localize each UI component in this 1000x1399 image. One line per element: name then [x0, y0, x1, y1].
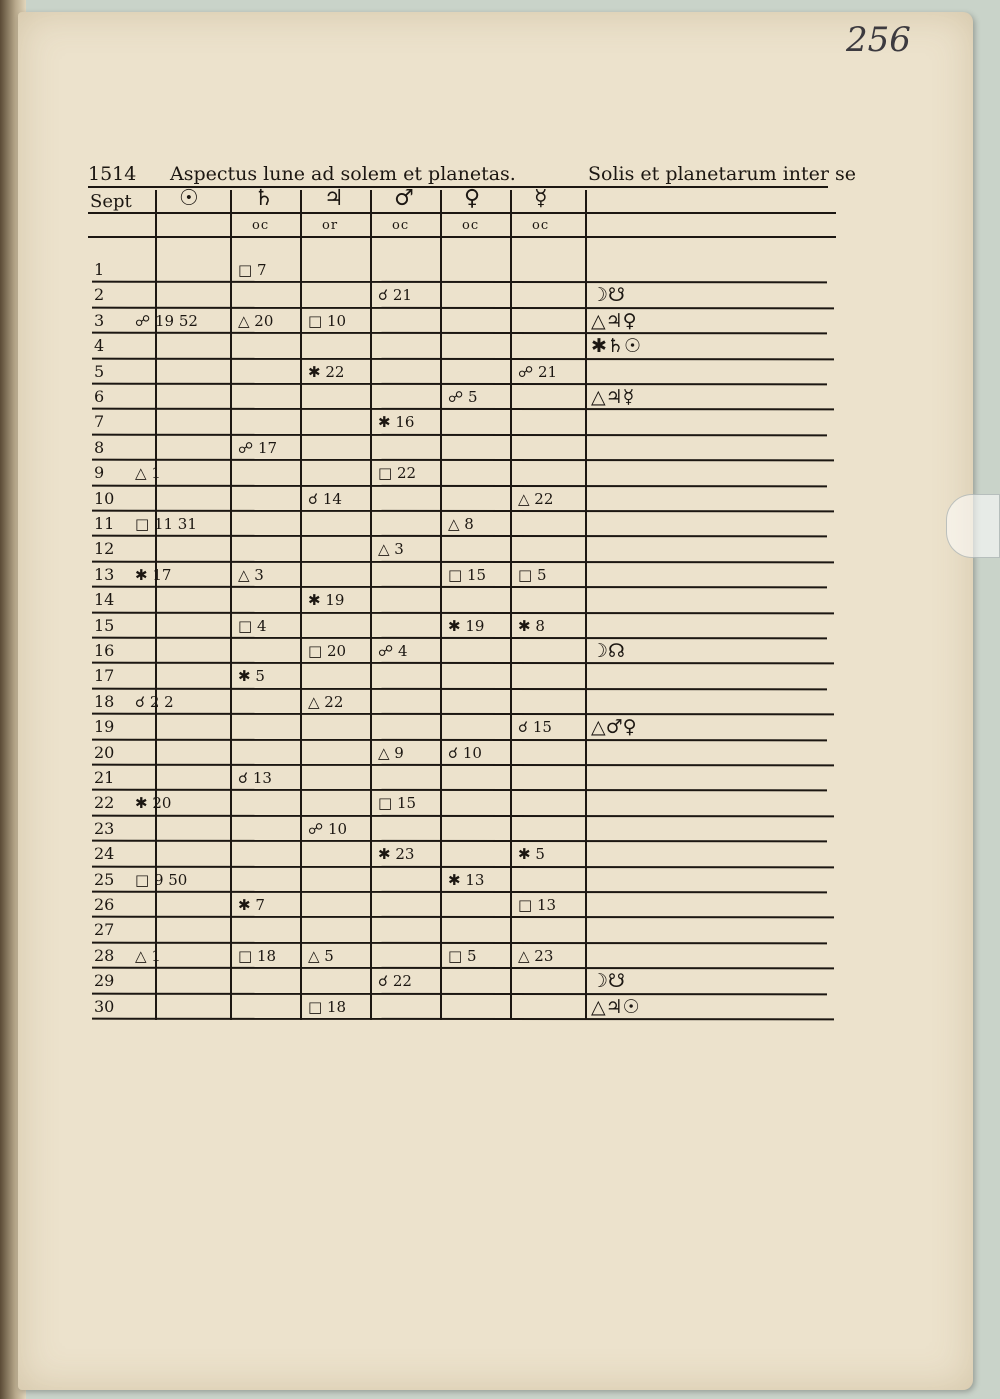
aspect-cell: △ 8 [448, 515, 474, 533]
column-divider [585, 190, 587, 1020]
day-number: 14 [94, 590, 115, 610]
inter-aspect-cell: △♃☿ [591, 386, 635, 408]
aspect-cell: ☌ 14 [308, 489, 342, 508]
aspect-cell: ☌ 10 [448, 743, 482, 762]
row-rule [92, 941, 827, 944]
aspect-cell: △ 1 [135, 464, 161, 483]
aspect-cell: △ 23 [518, 946, 554, 965]
aspect-cell: □ 18 [308, 997, 347, 1016]
aspect-cell: △ 3 [378, 540, 404, 559]
day-number: 19 [94, 717, 115, 737]
inter-aspect-cell: △♃☉ [591, 995, 640, 1018]
day-number: 2 [94, 285, 105, 305]
day-number: 16 [94, 641, 115, 660]
header-left-title: Aspectus lune ad solem et planetas. [170, 163, 516, 185]
aspect-cell: ✱ 7 [238, 896, 265, 914]
aspect-cell: △ 20 [238, 311, 274, 330]
aspect-cell: ✱ 8 [518, 616, 545, 635]
aspect-cell: ☍ 10 [308, 819, 348, 838]
day-number: 13 [94, 564, 115, 584]
row-rule [92, 357, 834, 360]
day-number: 5 [94, 361, 105, 381]
column-planet-symbol: ♀ [464, 186, 481, 211]
column-planet-symbol: ♄ [254, 186, 274, 211]
aspect-cell: □ 9 50 [135, 870, 188, 889]
aspect-cell: □ 18 [238, 946, 277, 965]
day-number: 23 [94, 818, 115, 838]
aspect-cell: ☌ 13 [238, 769, 272, 787]
day-number: 7 [94, 412, 105, 432]
aspect-cell: △ 3 [238, 565, 264, 584]
header-year: 1514 [88, 163, 137, 185]
column-divider [510, 190, 512, 1020]
column-subheading: or [322, 218, 339, 233]
column-subheading: oc [252, 218, 270, 233]
aspect-cell: △ 22 [518, 489, 554, 508]
row-rule [92, 306, 834, 309]
header-rule [88, 186, 828, 188]
day-number: 6 [94, 387, 105, 406]
aspect-cell: ✱ 5 [518, 845, 545, 864]
row-rule [92, 433, 827, 436]
column-divider [370, 190, 372, 1020]
day-number: 21 [94, 768, 115, 787]
inter-aspect-cell: ☽☊ [591, 640, 625, 662]
aspect-cell: □ 4 [238, 616, 267, 635]
column-planet-symbol: ♃ [324, 186, 344, 211]
aspect-cell: □ 10 [308, 311, 347, 330]
row-rule [92, 560, 834, 563]
day-number: 1 [94, 260, 105, 279]
page-tab-clip [946, 494, 1000, 558]
aspect-cell: ☍ 21 [518, 362, 558, 381]
aspect-cell: □ 15 [448, 565, 487, 584]
aspect-cell: □ 20 [308, 642, 347, 660]
aspect-cell: □ 15 [378, 794, 417, 813]
column-subheading: oc [532, 218, 550, 233]
aspect-cell: ✱ 19 [308, 591, 345, 610]
row-rule [92, 687, 827, 690]
column-planet-symbol: ☉ [179, 186, 199, 211]
aspect-cell: ☌ 15 [518, 718, 552, 737]
day-number: 29 [94, 971, 115, 991]
column-subheading: oc [392, 218, 410, 233]
aspect-cell: ✱ 20 [135, 794, 172, 813]
inter-aspect-cell: ☽☋ [591, 970, 625, 993]
aspect-cell: ☍ 17 [238, 438, 278, 457]
column-subheading: oc [462, 218, 480, 233]
aspect-cell: ✱ 19 [448, 616, 485, 635]
aspect-cell: ☍ 4 [378, 642, 408, 660]
column-planet-symbol: ♂ [394, 186, 414, 211]
aspect-cell: ✱ 17 [135, 565, 172, 584]
row-rule [92, 814, 834, 817]
inter-aspect-cell: △♃♀ [591, 309, 637, 332]
aspect-cell: □ 7 [238, 261, 267, 279]
aspect-cell: ✱ 5 [238, 667, 265, 686]
folio-number: 256 [846, 20, 911, 60]
day-number: 26 [94, 895, 115, 914]
day-number: 11 [94, 514, 115, 533]
row-rule [92, 738, 827, 741]
column-divider [300, 190, 302, 1020]
aspect-cell: ☌ 2 2 [135, 692, 174, 711]
row-rule [92, 992, 827, 995]
aspect-cell: △ 22 [308, 692, 344, 711]
aspect-cell: □ 5 [448, 946, 477, 965]
inter-aspect-cell: △♂♀ [591, 716, 637, 739]
day-number: 3 [94, 310, 105, 330]
aspect-cell: ☍ 5 [448, 388, 478, 406]
day-number: 4 [94, 336, 105, 356]
aspect-cell: ☍ 19 52 [135, 311, 198, 330]
day-number: 30 [94, 996, 115, 1016]
inter-aspect-cell: ☽☋ [591, 284, 625, 307]
aspect-cell: □ 22 [378, 464, 417, 483]
day-number: 22 [94, 793, 115, 813]
day-number: 25 [94, 869, 115, 889]
month-label: Sept [90, 191, 132, 212]
aspect-cell: □ 13 [518, 896, 557, 914]
aspect-cell: ✱ 13 [448, 870, 485, 889]
aspect-cell: ☌ 22 [378, 972, 412, 991]
row-rule [92, 865, 834, 868]
day-number: 24 [94, 844, 115, 864]
aspect-cell: △ 9 [378, 743, 404, 762]
aspect-cell: ✱ 22 [308, 362, 345, 381]
day-number: 27 [94, 920, 115, 940]
aspect-cell: ☌ 21 [378, 286, 412, 305]
aspect-cell: □ 11 31 [135, 515, 197, 533]
inter-aspect-cell: ✱♄☉ [591, 335, 641, 358]
day-number: 20 [94, 742, 115, 762]
day-number: 17 [94, 666, 115, 686]
day-number: 28 [94, 945, 115, 965]
aspect-cell: △ 1 [135, 946, 161, 965]
column-planet-symbol: ☿ [534, 186, 548, 211]
header-rule-3 [88, 236, 836, 238]
aspect-cell: ✱ 23 [378, 845, 415, 864]
day-number: 8 [94, 437, 105, 457]
day-number: 18 [94, 691, 115, 711]
day-number: 15 [94, 615, 115, 635]
column-divider [230, 190, 232, 1020]
day-number: 9 [94, 463, 105, 483]
day-number: 10 [94, 488, 115, 508]
column-divider [440, 190, 442, 1020]
aspect-cell: △ 5 [308, 946, 334, 965]
header-right-title: Solis et planetarum inter se [588, 163, 857, 185]
header-rule-2 [88, 212, 836, 214]
row-rule [92, 484, 827, 487]
aspect-cell: ✱ 16 [378, 413, 415, 432]
day-number: 12 [94, 539, 115, 559]
row-rule [92, 611, 834, 614]
aspect-cell: □ 5 [518, 565, 547, 584]
